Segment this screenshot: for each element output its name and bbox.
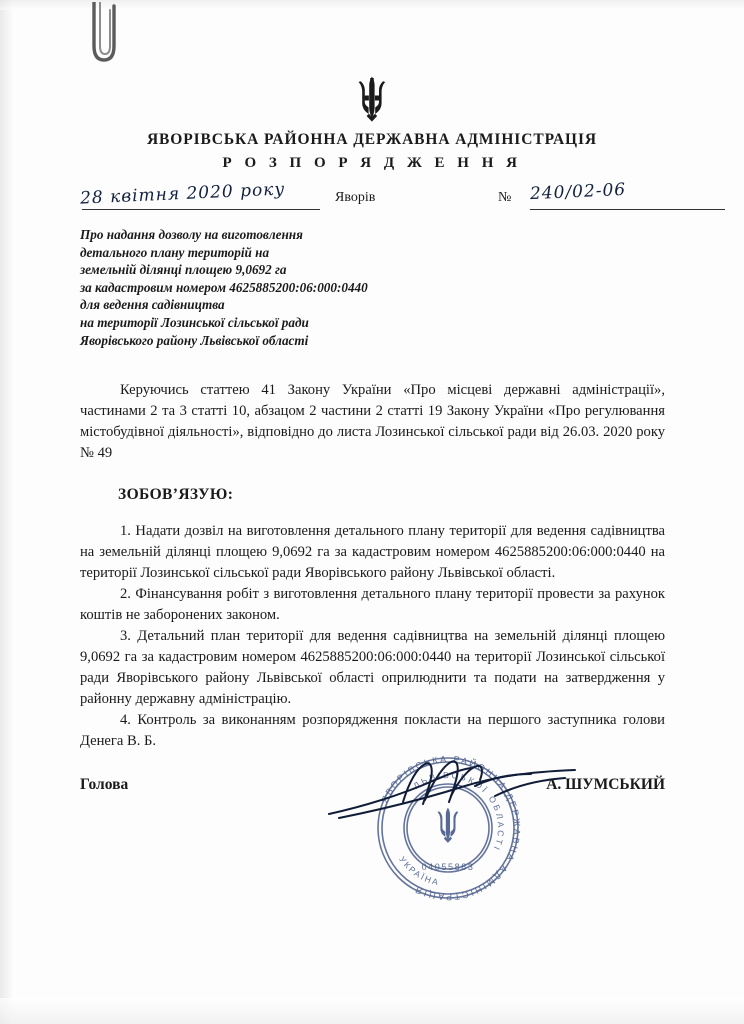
document-number-label: № [498, 190, 512, 205]
date-underline [82, 209, 320, 210]
subject-line: детального плану територій на [80, 244, 270, 260]
document-date-value: 28 квітня 2020 року [79, 179, 286, 209]
document-kind: Р О З П О Р Я Д Ж Е Н Н Я [222, 155, 522, 171]
body-item-2: 2. Фінансування робіт з виготовлення детального плану території провести за рахунок коштів не заборонених законом. [80, 586, 665, 623]
signature-row [80, 772, 665, 812]
coat-of-arms-icon [352, 76, 392, 124]
document-meta-row [79, 179, 665, 212]
preamble-paragraph: Керуючись статтею 41 Закону України «Про місцеві державні адміністрації», частинами 2 та 3 статті 10, абзацом 2 частини 2 статті 19 Закону України «Про регулювання містобудівної діяльності», відповідно до листа Лозинської сільської ради від 26.03. 2020 року № 49 [80, 382, 665, 461]
subject-line: Яворівського району Львівської області [80, 332, 309, 348]
paperclip-icon [86, 2, 120, 64]
signatory-name: А. ШУМСЬКИЙ [546, 776, 665, 793]
document-number-value: 240/02-06 [529, 179, 627, 205]
body-item-1: 1. Надати дозвіл на виготовлення детального плану території для ведення садівництва на земельній ділянці площею 9,0692 га за кадастровим номером 4625885200:06:000:0440 на території Лозинської сільської ради Яворівського району Львівської області. [80, 523, 665, 581]
document-place: Яворів [335, 190, 376, 205]
document-body [80, 380, 665, 752]
svg-text:УКРАЇНА: УКРАЇНА [397, 854, 441, 888]
subject-block [80, 226, 510, 349]
body-item-4: 4. Контроль за виконанням розпорядження покласти на першого заступника голови Денега В. Б. [80, 712, 665, 749]
subject-line: земельній ділянці площею 9,0692 га [80, 262, 287, 278]
scan-edge-left [0, 0, 14, 1024]
subject-line: для ведення садівництва [80, 297, 225, 313]
subject-line: Про надання дозволу на виготовлення [80, 227, 303, 242]
obligate-heading: ЗОБОВ’ЯЗУЮ: [118, 486, 234, 503]
document-number-field [529, 179, 730, 205]
document-date-field [79, 179, 330, 209]
svg-text:04055883: 04055883 [421, 862, 475, 872]
organization-title: ЯВОРІВСЬКА РАЙОННА ДЕРЖАВНА АДМІНІСТРАЦІЯ [146, 131, 598, 148]
body-item-3: 3. Детальний план території для ведення садівництва на земельній ділянці площею 9,0692 га за кадастровим номером 4625885200:06:000:0440 на території Лозинської сільської ради Яворівського району Львівської області оприлюднити та подати на затвердження у районну державну адміністрацію. [80, 628, 665, 707]
signatory-title: Голова [80, 776, 129, 793]
svg-text:ЛЬВІВСЬКОЇ ОБЛАСТІ: ЛЬВІВСЬКОЇ ОБЛАСТІ [411, 769, 507, 854]
svg-text:ЯВОРІВСЬКА РАЙОННА ДЕРЖАВНА АД: ЯВОРІВСЬКА РАЙОННА ДЕРЖАВНА АДМІНІСТРАЦІЯ [379, 753, 523, 903]
subject-line: на території Лозинської сільської ради [80, 314, 309, 330]
number-underline [530, 209, 725, 210]
scan-edge-bottom [0, 998, 744, 1024]
subject-line: за кадастровим номером 4625885200:06:000:0440 [80, 279, 368, 295]
